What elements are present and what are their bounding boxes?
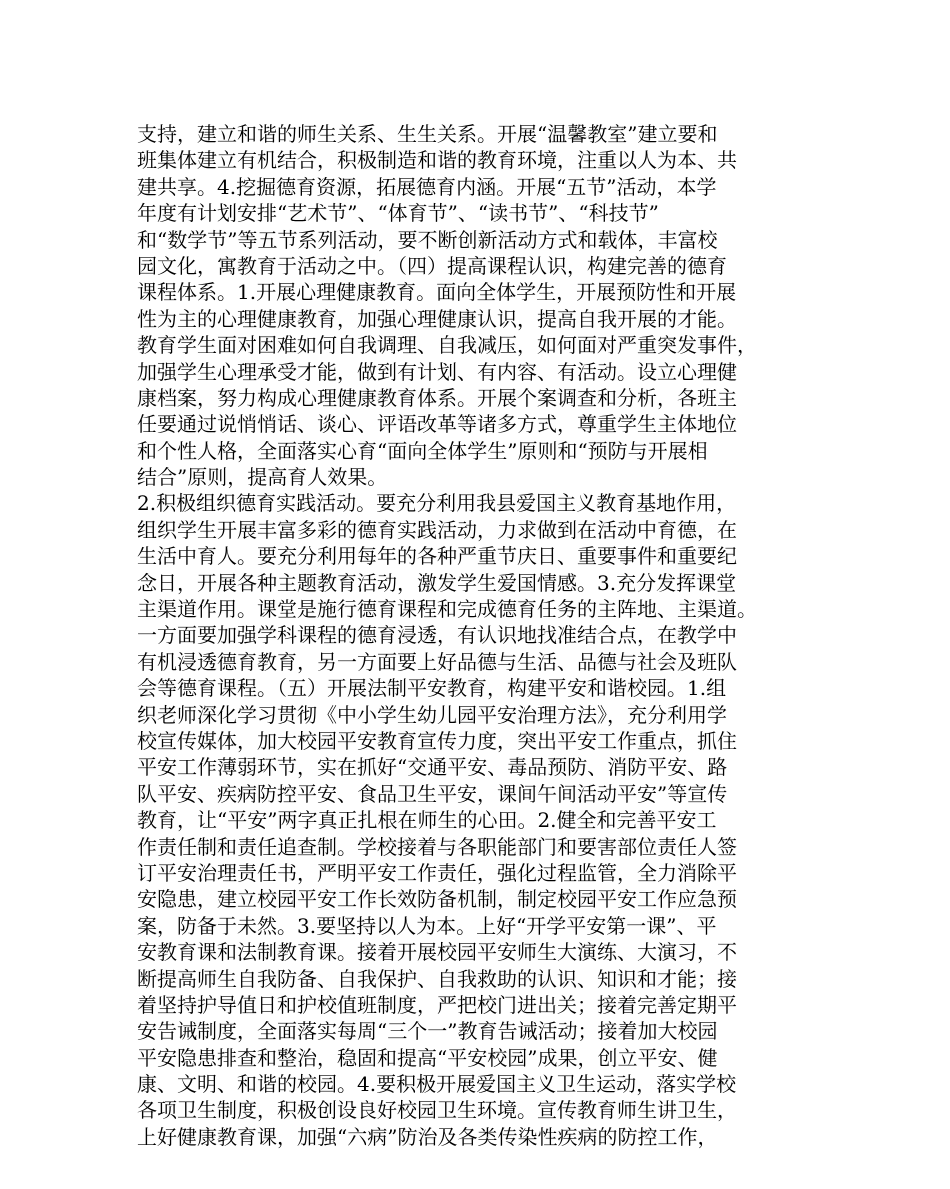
text-line: 和个性人格，全面落实心育“面向全体学生”原则和“预防与开展相 (137, 438, 708, 463)
text-line: 和“数学节”等五节系列活动，要不断创新活动方式和载体，丰富校 (137, 227, 718, 252)
text-line: 课程体系。1.开展心理健康教育。面向全体学生，开展预防性和开展 (137, 280, 737, 305)
text-line: 断提高师生自我防备、自我保护、自我救助的认识、知识和才能；接 (137, 966, 737, 991)
text-line: 加强学生心理承受才能，做到有计划、有内容、有活动。设立心理健 (137, 359, 737, 384)
text-line: 着坚持护导值日和护校值班制度，严把校门进出关；接着完善定期平 (137, 992, 737, 1017)
text-line: 队平安、疾病防控平安、食品卫生平安，课间午间活动平安”等宣传 (137, 781, 728, 806)
text-line: 性为主的心理健康教育，加强心理健康认识，提高自我开展的才能。 (137, 306, 737, 331)
text-line: 平安工作薄弱环节，实在抓好“交通平安、毒品预防、消防平安、路 (137, 755, 728, 780)
text-line: 年度有计划安排“艺术节”、“体育节”、“读书节”、“科技节” (137, 201, 659, 226)
text-line: 一方面要加强学科课程的德育浸透，有认识地找准结合点，在教学中 (137, 623, 737, 648)
text-line: 支持，建立和谐的师生关系、生生关系。开展“温馨教室”建立要和 (137, 122, 718, 146)
text-line: 会等德育课程。（五）开展法制平安教育，构建平安和谐校园。1.组 (137, 676, 727, 701)
text-line: 园文化，寓教育于活动之中。（四）提高课程认识，构建完善的德育 (137, 253, 727, 278)
text-line: 安告诫制度，全面落实每周“三个一”教育告诫活动；接着加大校园 (137, 1019, 718, 1044)
text-line: 康、文明、和谐的校园。4.要积极开展爱国主义卫生运动，落实学校 (137, 1072, 737, 1097)
text-line: 建共享。4.挖掘德育资源，拓展德育内涵。开展“五节”活动，本学 (137, 174, 717, 199)
text-line: 作责任制和责任追查制。学校接着与各职能部门和要害部位责任人签 (137, 834, 737, 859)
text-line: 主渠道作用。课堂是施行德育课程和完成德育任务的主阵地、主渠道。 (137, 597, 757, 622)
text-line: 安隐患，建立校园平安工作长效防备机制，制定校园平安工作应急预 (137, 887, 737, 912)
text-line: 平安隐患排查和整治，稳固和提高“平安校园”成果，创立平安、健 (137, 1045, 718, 1070)
text-line: 上好健康教育课，加强“六病”防治及各类传染性疾病的防控工作， (137, 1124, 718, 1149)
body-text (137, 121, 827, 1150)
text-line: 念日，开展各种主题教育活动，激发学生爱国情感。3.充分发挥课堂 (137, 570, 737, 595)
text-line: 2.积极组织德育实践活动。要充分利用我县爱国主义教育基地作用， (137, 491, 737, 516)
text-line: 各项卫生制度，积极创设良好校园卫生环境。宣传教育师生讲卫生， (137, 1098, 737, 1123)
text-line: 校宣传媒体，加大校园平安教育宣传力度，突出平安工作重点，抓住 (137, 728, 737, 753)
text-line: 案，防备于未然。3.要坚持以人为本。上好“开学平安第一课”、平 (137, 913, 717, 938)
text-line: 康档案，努力构成心理健康教育体系。开展个案调查和分析，各班主 (137, 385, 737, 410)
text-line: 生活中育人。要充分利用每年的各种严重节庆日、重要事件和重要纪 (137, 544, 737, 569)
text-line: 教育，让“平安”两字真正扎根在师生的心田。2.健全和完善平安工 (137, 808, 717, 833)
text-line: 组织学生开展丰富多彩的德育实践活动，力求做到在活动中育德，在 (137, 517, 737, 542)
text-line: 结合”原则，提高育人效果。 (137, 465, 388, 490)
text-line: 教育学生面对困难如何自我调理、自我减压，如何面对严重突发事件， (137, 333, 757, 358)
text-line: 安教育课和法制教育课。接着开展校园平安师生大演练、大演习，不 (137, 940, 737, 965)
text-line: 班集体建立有机结合，积极制造和谐的教育环境，注重以人为本、共 (137, 148, 737, 173)
text-line: 订平安治理责任书，严明平安工作责任，强化过程监管，全力消除平 (137, 860, 737, 885)
text-line: 织老师深化学习贯彻《中小学生幼儿园平安治理方法》，充分利用学 (137, 702, 727, 727)
text-line: 有机浸透德育教育，另一方面要上好品德与生活、品德与社会及班队 (137, 649, 737, 674)
text-line: 任要通过说悄悄话、谈心、评语改革等诸多方式，尊重学生主体地位 (137, 412, 737, 437)
